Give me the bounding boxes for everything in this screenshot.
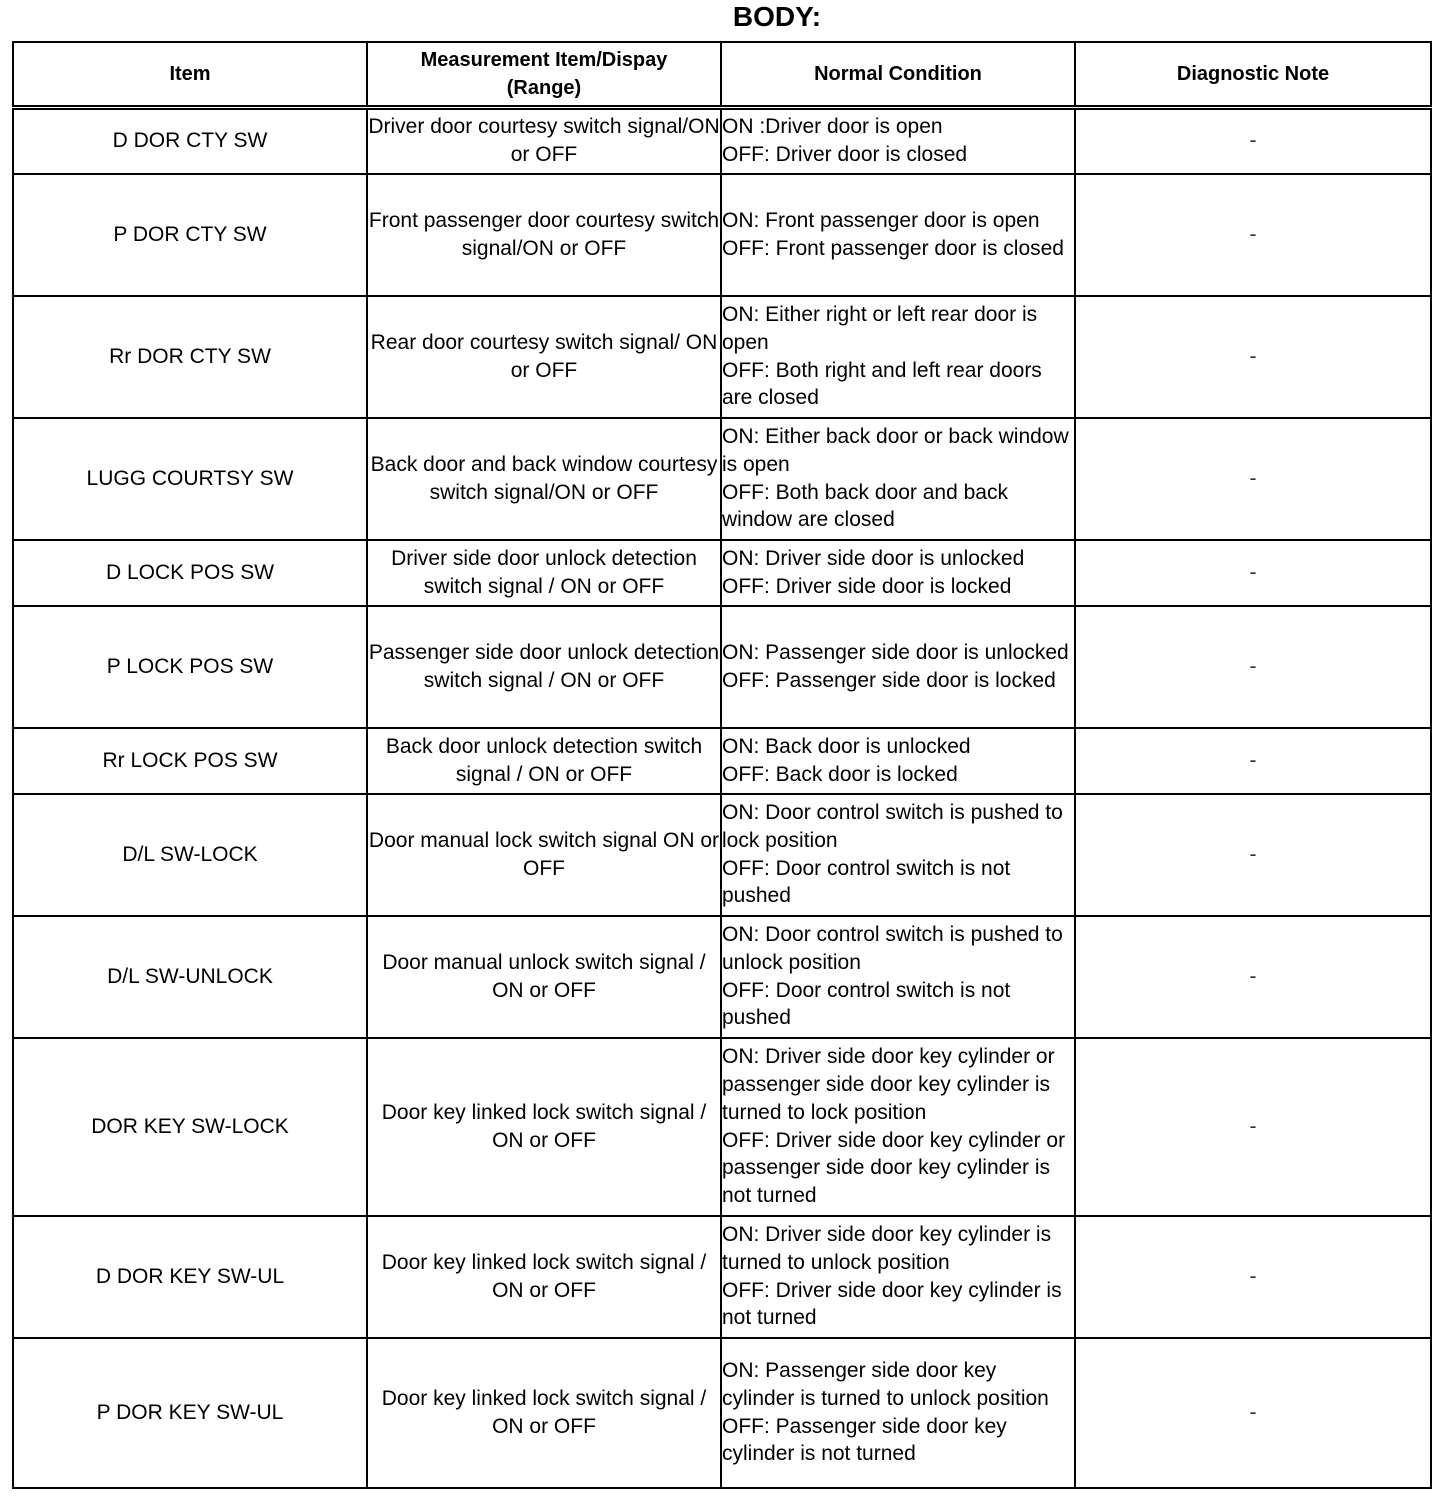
diagnostic-note: -: [1249, 466, 1257, 490]
normal-condition-cell: [721, 728, 1075, 794]
condition-on: ON: Driver side door is unlocked: [722, 546, 1025, 570]
item-label: Rr LOCK POS SW: [102, 748, 278, 772]
measurement-text: Driver side door unlock detection switch signal / ON or OFF: [391, 546, 697, 598]
measurement-cell: [367, 108, 721, 174]
normal-condition-cell: [721, 794, 1075, 916]
header-diagnostic-note: Diagnostic Note: [1075, 42, 1431, 108]
diagnostic-note-cell: [1075, 728, 1431, 794]
measurement-text: Door key linked lock switch signal / ON or OFF: [381, 1250, 707, 1302]
item-cell: [13, 1216, 367, 1338]
condition-off: OFF: Passenger side door key cylinder is not turned: [722, 1414, 1007, 1466]
condition-on: ON: Driver side door key cylinder is turned to unlock position: [722, 1222, 1052, 1274]
condition-off: OFF: Driver door is closed: [722, 143, 968, 167]
measurement-cell: [367, 794, 721, 916]
diagnostic-note: -: [1249, 1400, 1257, 1424]
condition-off: OFF: Passenger side door is locked: [722, 668, 1056, 692]
condition-off: OFF: Back door is locked: [722, 762, 958, 786]
item-label: D DOR CTY SW: [112, 129, 268, 153]
diagnostic-note-cell: [1075, 174, 1431, 296]
item-label: DOR KEY SW-LOCK: [91, 1114, 289, 1138]
normal-condition-cell: [721, 296, 1075, 418]
measurement-cell: [367, 606, 721, 728]
condition-on: ON: Either back door or back window is open: [722, 424, 1069, 476]
table-row: [13, 728, 1431, 794]
condition-on: ON: Door control switch is pushed to lock position: [722, 800, 1063, 852]
condition-off: OFF: Driver side door is locked: [722, 574, 1012, 598]
measurement-text: Door key linked lock switch signal / ON or OFF: [381, 1386, 707, 1438]
diagnostic-note: -: [1249, 842, 1257, 866]
measurement-cell: [367, 1216, 721, 1338]
table-row: [13, 174, 1431, 296]
header-measurement-line2: (Range): [506, 77, 582, 99]
normal-condition-cell: [721, 916, 1075, 1038]
item-cell: [13, 728, 367, 794]
item-cell: [13, 174, 367, 296]
table-row: [13, 916, 1431, 1038]
condition-on: ON: Driver side door key cylinder or passenger side door key cylinder is turned to lock position: [722, 1045, 1055, 1124]
condition-off: OFF: Both right and left rear doors are closed: [722, 358, 1042, 410]
header-row: [13, 42, 1431, 108]
diagnostic-note: -: [1249, 1264, 1257, 1288]
diagnostic-note-cell: [1075, 1216, 1431, 1338]
table-row: [13, 540, 1431, 606]
item-label: P DOR CTY SW: [113, 222, 267, 246]
measurement-cell: [367, 296, 721, 418]
table-row: [13, 418, 1431, 540]
measurement-text: Back door unlock detection switch signal / ON or OFF: [385, 734, 703, 786]
diagnostic-note: -: [1249, 748, 1257, 772]
item-label: Rr DOR CTY SW: [109, 344, 271, 368]
condition-off: OFF: Driver side door key cylinder is not turned: [722, 1278, 1062, 1330]
normal-condition-cell: [721, 1216, 1075, 1338]
condition-on: ON :Driver door is open: [722, 115, 943, 139]
diagnostic-note-cell: [1075, 916, 1431, 1038]
normal-condition-cell: [721, 606, 1075, 728]
item-cell: [13, 1038, 367, 1216]
diagnostic-note: -: [1249, 129, 1257, 153]
measurement-cell: [367, 728, 721, 794]
item-label: D/L SW-LOCK: [122, 842, 258, 866]
item-cell: [13, 540, 367, 606]
condition-off: OFF: Both back door and back window are closed: [722, 480, 1008, 532]
item-cell: [13, 418, 367, 540]
data-list-table: [12, 41, 1432, 1489]
item-label: D DOR KEY SW-UL: [95, 1264, 285, 1288]
header-measurement-line1: Measurement Item/Dispay: [420, 49, 668, 71]
diagnostic-note: -: [1249, 1114, 1257, 1138]
item-cell: [13, 108, 367, 174]
diagnostic-note-cell: [1075, 418, 1431, 540]
condition-on: ON: Door control switch is pushed to unlock position: [722, 922, 1063, 974]
header-item: Item: [13, 42, 367, 108]
table-row: [13, 606, 1431, 728]
measurement-text: Rear door courtesy switch signal/ ON or OFF: [370, 330, 718, 382]
diagnostic-note-cell: [1075, 606, 1431, 728]
item-cell: [13, 606, 367, 728]
condition-on: ON: Passenger side door is unlocked: [722, 640, 1069, 664]
measurement-text: Door manual unlock switch signal / ON or OFF: [382, 950, 706, 1002]
item-label: P DOR KEY SW-UL: [96, 1400, 284, 1424]
item-cell: [13, 296, 367, 418]
item-label: LUGG COURTSY SW: [86, 466, 294, 490]
diagnostic-note-cell: [1075, 1338, 1431, 1488]
normal-condition-cell: [721, 1038, 1075, 1216]
normal-condition-cell: [721, 1338, 1075, 1488]
measurement-cell: [367, 540, 721, 606]
normal-condition-cell: [721, 540, 1075, 606]
measurement-text: Front passenger door courtesy switch signal/ON or OFF: [368, 208, 720, 260]
measurement-cell: [367, 1338, 721, 1488]
table-row: [13, 1038, 1431, 1216]
item-label: P LOCK POS SW: [106, 654, 274, 678]
item-label: D LOCK POS SW: [105, 560, 275, 584]
diagnostic-note-cell: [1075, 108, 1431, 174]
table-row: [13, 296, 1431, 418]
measurement-text: Driver door courtesy switch signal/ON or OFF: [368, 115, 720, 167]
diagnostic-note: -: [1249, 344, 1257, 368]
diagnostic-note-cell: [1075, 296, 1431, 418]
condition-on: ON: Passenger side door key cylinder is turned to unlock position: [722, 1358, 1049, 1410]
measurement-cell: [367, 174, 721, 296]
item-cell: [13, 794, 367, 916]
condition-on: ON: Front passenger door is open: [722, 208, 1040, 232]
measurement-text: Door key linked lock switch signal / ON or OFF: [381, 1100, 707, 1152]
table-row: [13, 108, 1431, 174]
header-measurement: [367, 42, 721, 108]
diagnostic-note: -: [1249, 222, 1257, 246]
measurement-cell: [367, 1038, 721, 1216]
diagnostic-note-cell: [1075, 540, 1431, 606]
measurement-text: Back door and back window courtesy switch signal/ON or OFF: [370, 452, 718, 504]
diagnostic-note: -: [1249, 964, 1257, 988]
item-label: D/L SW-UNLOCK: [107, 964, 273, 988]
measurement-cell: [367, 916, 721, 1038]
normal-condition-cell: [721, 418, 1075, 540]
condition-off: OFF: Front passenger door is closed: [722, 236, 1064, 260]
diagnostic-note: -: [1249, 654, 1257, 678]
measurement-text: Door manual lock switch signal ON or OFF: [368, 828, 720, 880]
item-cell: [13, 916, 367, 1038]
table-row: [13, 1216, 1431, 1338]
condition-off: OFF: Door control switch is not pushed: [722, 856, 1011, 908]
table-row: [13, 1338, 1431, 1488]
normal-condition-cell: [721, 108, 1075, 174]
header-normal-condition: Normal Condition: [721, 42, 1075, 108]
condition-off: OFF: Door control switch is not pushed: [722, 978, 1011, 1030]
page-title: BODY:: [732, 1, 822, 32]
diagnostic-note-cell: [1075, 794, 1431, 916]
measurement-cell: [367, 418, 721, 540]
condition-on: ON: Back door is unlocked: [722, 734, 971, 758]
condition-on: ON: Either right or left rear door is open: [722, 302, 1038, 354]
normal-condition-cell: [721, 174, 1075, 296]
item-cell: [13, 1338, 367, 1488]
measurement-text: Passenger side door unlock detection switch signal / ON or OFF: [368, 640, 720, 692]
condition-off: OFF: Driver side door key cylinder or passenger side door key cylinder is not turned: [722, 1128, 1066, 1208]
table-row: [13, 794, 1431, 916]
diagnostic-note-cell: [1075, 1038, 1431, 1216]
diagnostic-note: -: [1249, 560, 1257, 584]
